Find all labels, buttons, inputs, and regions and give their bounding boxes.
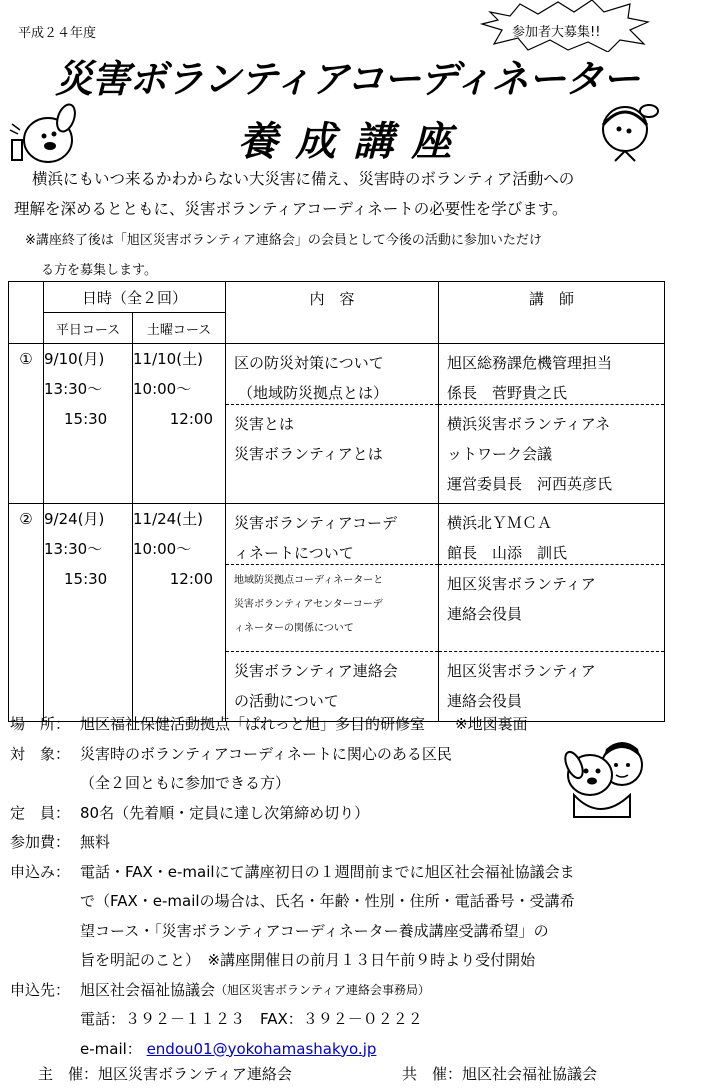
content-line: 災害ボランティア連絡会: [234, 662, 398, 680]
end-time: 15:30: [64, 570, 108, 588]
place-label: 場 所：: [10, 715, 71, 733]
phone-fax: 電話：３９２－１１２３ FAX：３９２－０２２２: [80, 1010, 423, 1028]
content-line: 災害とは: [234, 415, 295, 433]
content-line: の活動について: [234, 692, 339, 710]
header-saturday: 土曜コース: [133, 313, 226, 344]
session-number: ①: [9, 344, 44, 504]
content-block: [226, 404, 438, 473]
host: [38, 1063, 292, 1084]
target-label: 対 象：: [10, 744, 71, 763]
lecturer-line: 旭区総務課危機管理担当: [447, 354, 613, 372]
lecturer-cell: [439, 504, 665, 722]
content-cell: [226, 504, 439, 722]
badge-text: 参加者大募集!!: [512, 25, 601, 40]
content-line: ィネートについて: [234, 544, 354, 562]
lecturer-line: ットワーク会議: [447, 445, 553, 463]
content-line: （地域防災拠点とは）: [238, 384, 389, 402]
lecturer-block: [439, 564, 664, 651]
lecturer-cell: [439, 344, 665, 504]
dog-mascot-helmet-icon: [595, 95, 665, 165]
date: 9/24(月): [44, 510, 105, 528]
saturday-time: [133, 344, 226, 504]
content-line: ィネーターの関係について: [234, 623, 354, 634]
content-line: 区の防災対策について: [234, 354, 384, 372]
lecturer-block: [439, 344, 664, 404]
note-line2: る方を募集します。: [41, 263, 157, 278]
dog-mascot-phone-icon: [8, 100, 78, 170]
content-line: 災害ボランティアとは: [234, 445, 383, 463]
lecturer-line: 横浜災害ボランティアネ: [447, 415, 611, 433]
apply-line2: で（FAX・e-mailの場合は、氏名・年齢・性別・住所・電話番号・受講希: [80, 892, 575, 910]
target-value: 災害時のボランティアコーディネートに関心のある区民: [80, 744, 452, 763]
content-cell: [226, 344, 439, 504]
end-time: 12:00: [169, 410, 213, 428]
apply-line4: 旨を明記のこと） ※講座開催日の前月１３日午前９時より受付開始: [80, 951, 536, 969]
intro-text: [14, 164, 694, 224]
note-line1: ※講座終了後は「旭区災害ボランティア連絡会」の会員として今後の活動に参加いただけ: [25, 233, 542, 248]
date: 9/10(月): [44, 350, 105, 368]
schedule-table: [8, 281, 665, 722]
lecturer-line: 横浜北ＹＭＣＡ: [447, 514, 553, 532]
lecturer-line: 連絡会役員: [447, 692, 523, 710]
dest-sub: （旭区災害ボランティア連絡会事務局）: [215, 982, 431, 997]
start-time: 10:00～: [133, 540, 192, 558]
cohost-value: 旭区社会福祉協議会: [462, 1065, 598, 1083]
title-line2: 養成講座: [237, 119, 470, 165]
date: 11/24(土): [133, 510, 203, 528]
apply-label: 申込み：: [10, 862, 71, 881]
host-value: 旭区災害ボランティア連絡会: [98, 1065, 292, 1083]
dest-value: 旭区社会福祉協議会: [80, 980, 216, 999]
weekday-time: [44, 344, 133, 504]
start-time: 13:30～: [44, 540, 103, 558]
fee-row: [10, 828, 700, 858]
lecturer-line: 係長 菅野貴之氏: [447, 384, 568, 402]
apply-line3: 望コース・「災害ボランティアコーディネーター養成講座受講希望」の: [80, 921, 549, 940]
content-block: [226, 504, 438, 564]
intro-line1: 横浜にもいつ来るかわからない大災害に備え、災害時のボランティア活動への: [32, 170, 575, 188]
content-block: [226, 564, 438, 651]
end-time: 12:00: [169, 570, 213, 588]
dest-row: [10, 976, 700, 1006]
session-number: ②: [9, 504, 44, 722]
date: 11/10(土): [133, 350, 203, 368]
email-row: [10, 1035, 700, 1065]
recruit-note: [25, 226, 695, 286]
target-note: （全２回ともに参加できる方）: [80, 774, 291, 792]
email-link[interactable]: endou01@yokohamashakyo.jp: [146, 1039, 377, 1058]
fee-value: 無料: [80, 833, 111, 851]
capacity-label: 定 員：: [10, 803, 71, 822]
content-line: 地域防災拠点コーディネーターと: [234, 575, 384, 586]
content-line: 災害ボランティアコーデ: [234, 514, 398, 532]
start-time: 10:00～: [133, 380, 192, 398]
fiscal-year: 平成２４年度: [18, 26, 97, 41]
cohost-label: 共 催：: [402, 1065, 463, 1083]
email-label: e-mail：: [80, 1039, 142, 1058]
lecturer-block: [439, 504, 664, 564]
lecturer-line: 旭区災害ボランティア: [447, 662, 596, 680]
lecturer-line: 館長 山添 訓氏: [447, 544, 568, 562]
header-date: 日時（全２回）: [44, 282, 226, 313]
fee-label: 参加費：: [10, 833, 71, 851]
start-time: 13:30～: [44, 380, 103, 398]
host-label: 主 催：: [38, 1065, 99, 1083]
apply-line1: 電話・FAX・e-mailにて講座初日の１週間前までに旭区社会福祉協議会ま: [80, 862, 575, 881]
lecturer-line: 旭区災害ボランティア: [447, 575, 596, 593]
info-section: [10, 710, 700, 1064]
apply-row: [10, 858, 700, 888]
lecturer-block: [439, 404, 664, 503]
place-row: [10, 710, 700, 740]
saturday-time: [133, 504, 226, 722]
lecturer-line: 連絡会役員: [447, 605, 523, 623]
cohost: [402, 1063, 597, 1084]
dest-label: 申込先：: [10, 980, 71, 999]
weekday-time: [44, 504, 133, 722]
lecturer-line: 運営委員長 河西英彦氏: [447, 475, 613, 493]
content-block: [226, 344, 438, 404]
header-lecturer: 講 師: [439, 282, 665, 344]
header-content: 内 容: [226, 282, 439, 344]
capacity-row: [10, 799, 700, 829]
capacity-value: 80名（先着順・定員に達し次第締め切り）: [80, 803, 370, 822]
header-blank: [9, 282, 44, 344]
place-note: ※地図裏面: [455, 715, 528, 733]
header-weekday: 平日コース: [44, 313, 133, 344]
content-line: 災害ボランティアセンターコーデ: [234, 599, 383, 610]
intro-line2: 理解を深めるとともに、災害ボランティアコーディネートの必要性を学びます。: [14, 200, 568, 218]
end-time: 15:30: [64, 410, 108, 428]
title-line1: 災害ボランティアコーディネーター: [54, 57, 640, 101]
target-row: [10, 740, 700, 770]
place-value: 旭区福祉保健活動拠点「ぱれっと旭」多目的研修室: [80, 715, 426, 733]
